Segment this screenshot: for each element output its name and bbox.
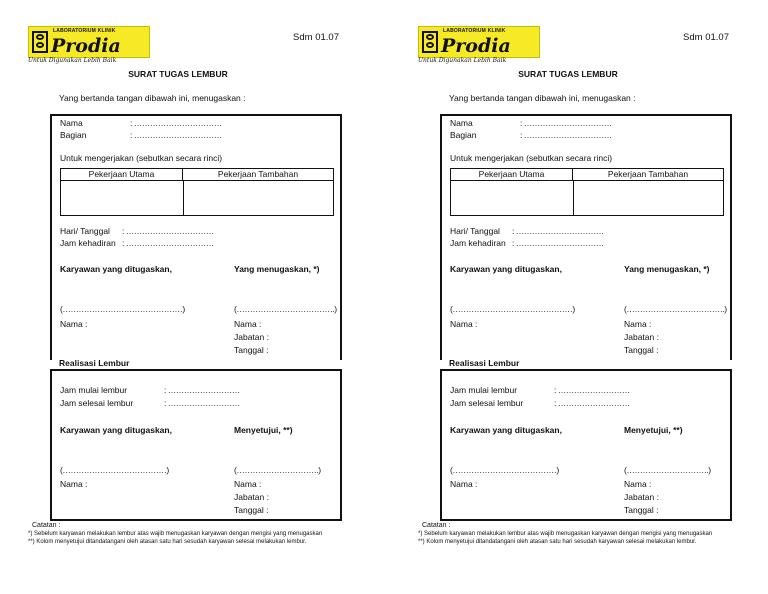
- jabatan-label-2: Jabatan :: [234, 492, 269, 502]
- hari-label: Hari/ Tanggal: [60, 226, 110, 236]
- selesai-field[interactable]: : ………………………: [164, 398, 240, 408]
- intro-text: Yang bertanda tangan dibawah ini, menugaskan :: [449, 93, 636, 103]
- menyetujui-label: Menyetujui, **): [234, 425, 293, 435]
- logo-name: Prodia: [441, 35, 511, 57]
- logo-tagline: Untuk Digunakan Lebih Baik: [28, 57, 117, 64]
- mulai-label: Jam mulai lembur: [450, 385, 518, 395]
- logo-badge: [418, 26, 540, 58]
- col-pekerjaan-utama: Pekerjaan Utama: [61, 169, 183, 181]
- karyawan-label-2: Karyawan yang ditugaskan,: [450, 425, 562, 435]
- form-title: SURAT TUGAS LEMBUR: [518, 69, 618, 79]
- jabatan-label-2: Jabatan :: [624, 492, 659, 502]
- document-code: Sdm 01.07: [683, 32, 729, 43]
- overtime-form-left: [28, 22, 348, 582]
- bagian-label: Bagian: [60, 130, 87, 140]
- nama-right-label-2: Nama :: [234, 479, 262, 489]
- table-divider: [573, 181, 574, 216]
- menugaskan-label: Yang menugaskan, *): [234, 264, 320, 274]
- overtime-form-right: [418, 22, 738, 582]
- bagian-field[interactable]: : ……………………………: [130, 130, 222, 140]
- notes-heading: Catatan :: [422, 522, 451, 529]
- jam-label: Jam kehadiran: [450, 238, 506, 248]
- jam-field[interactable]: : ……………………………: [122, 238, 214, 248]
- signature-karyawan[interactable]: (………………………………………): [450, 304, 575, 314]
- bagian-label: Bagian: [450, 130, 477, 140]
- note-2: **) Kolom menyetujui ditandatangani oleh atasan satu hari sesudah karyawan selesai melakukan lembur.: [28, 539, 307, 545]
- nama-right-label-2: Nama :: [624, 479, 652, 489]
- logo-tagline: Untuk Digunakan Lebih Baik: [418, 57, 507, 64]
- menyetujui-label: Menyetujui, **): [624, 425, 683, 435]
- assignment-box: [440, 114, 732, 360]
- note-2: **) Kolom menyetujui ditandatangani oleh atasan satu hari sesudah karyawan selesai melakukan lembur.: [418, 539, 697, 545]
- menugaskan-label: Yang menugaskan, *): [624, 264, 710, 274]
- realization-box: [440, 369, 732, 521]
- nama-sig-label-2: Nama :: [450, 479, 478, 489]
- note-1: *) Sebelum karyawan melakukan lembur atas wajib menugaskan karyawan dengan mengisi yang menugaskan: [418, 531, 713, 537]
- prodia-logo: [28, 22, 158, 68]
- col-pekerjaan-tambahan: Pekerjaan Tambahan: [183, 169, 333, 181]
- hari-field[interactable]: : ……………………………: [512, 226, 604, 236]
- prodia-mark-icon: [32, 31, 48, 53]
- tanggal-label: Tanggal :: [624, 345, 659, 355]
- table-divider: [183, 181, 184, 216]
- task-table: [60, 168, 334, 216]
- logo-badge: [28, 26, 150, 58]
- signature-karyawan-2[interactable]: (…………………………………): [450, 465, 559, 475]
- nama-label: Nama: [60, 118, 83, 128]
- selesai-field[interactable]: : ………………………: [554, 398, 630, 408]
- untuk-label: Untuk mengerjakan (sebutkan secara rinci): [60, 153, 223, 163]
- karyawan-label: Karyawan yang ditugaskan,: [450, 264, 562, 274]
- hari-field[interactable]: : ……………………………: [122, 226, 214, 236]
- task-table: [450, 168, 724, 216]
- logo-name: Prodia: [51, 35, 121, 57]
- signature-karyawan[interactable]: (………………………………………): [60, 304, 185, 314]
- note-1: *) Sebelum karyawan melakukan lembur atas wajib menugaskan karyawan dengan mengisi yang menugaskan: [28, 531, 323, 537]
- signature-karyawan-2[interactable]: (…………………………………): [60, 465, 169, 475]
- signature-menyetujui[interactable]: (………………………….): [624, 465, 711, 475]
- logo-subtitle: LABORATORIUM KLINIK: [443, 28, 506, 34]
- signature-menugaskan[interactable]: (……………………………….): [624, 304, 727, 314]
- jam-field[interactable]: : ……………………………: [512, 238, 604, 248]
- mulai-field[interactable]: : ………………………: [164, 385, 240, 395]
- bagian-field[interactable]: : ……………………………: [520, 130, 612, 140]
- tanggal-label-2: Tanggal :: [234, 505, 269, 515]
- prodia-logo: [418, 22, 548, 68]
- tanggal-label-2: Tanggal :: [624, 505, 659, 515]
- mulai-field[interactable]: : ………………………: [554, 385, 630, 395]
- notes: [28, 522, 348, 546]
- document-code: Sdm 01.07: [293, 32, 339, 43]
- selesai-label: Jam selesai lembur: [450, 398, 524, 408]
- untuk-label: Untuk mengerjakan (sebutkan secara rinci): [450, 153, 613, 163]
- nama-field[interactable]: : ……………………………: [520, 118, 612, 128]
- nama-right-label: Nama :: [234, 319, 262, 329]
- notes-heading: Catatan :: [32, 522, 61, 529]
- signature-menugaskan[interactable]: (……………………………….): [234, 304, 337, 314]
- jabatan-label: Jabatan :: [234, 332, 269, 342]
- nama-field[interactable]: : ……………………………: [130, 118, 222, 128]
- nama-sig-label-2: Nama :: [60, 479, 88, 489]
- mulai-label: Jam mulai lembur: [60, 385, 128, 395]
- prodia-mark-icon: [422, 31, 438, 53]
- form-title: SURAT TUGAS LEMBUR: [128, 69, 228, 79]
- realisasi-title: Realisasi Lembur: [59, 358, 130, 368]
- nama-label: Nama: [450, 118, 473, 128]
- nama-sig-label: Nama :: [60, 319, 88, 329]
- col-pekerjaan-tambahan: Pekerjaan Tambahan: [573, 169, 723, 181]
- notes: [418, 522, 738, 546]
- realisasi-title: Realisasi Lembur: [449, 358, 520, 368]
- selesai-label: Jam selesai lembur: [60, 398, 134, 408]
- nama-right-label: Nama :: [624, 319, 652, 329]
- realization-box: [50, 369, 342, 521]
- col-pekerjaan-utama: Pekerjaan Utama: [451, 169, 573, 181]
- logo-subtitle: LABORATORIUM KLINIK: [53, 28, 116, 34]
- signature-menyetujui[interactable]: (………………………….): [234, 465, 321, 475]
- karyawan-label: Karyawan yang ditugaskan,: [60, 264, 172, 274]
- nama-sig-label: Nama :: [450, 319, 478, 329]
- tanggal-label: Tanggal :: [234, 345, 269, 355]
- karyawan-label-2: Karyawan yang ditugaskan,: [60, 425, 172, 435]
- hari-label: Hari/ Tanggal: [450, 226, 500, 236]
- jam-label: Jam kehadiran: [60, 238, 116, 248]
- assignment-box: [50, 114, 342, 360]
- intro-text: Yang bertanda tangan dibawah ini, menugaskan :: [59, 93, 246, 103]
- jabatan-label: Jabatan :: [624, 332, 659, 342]
